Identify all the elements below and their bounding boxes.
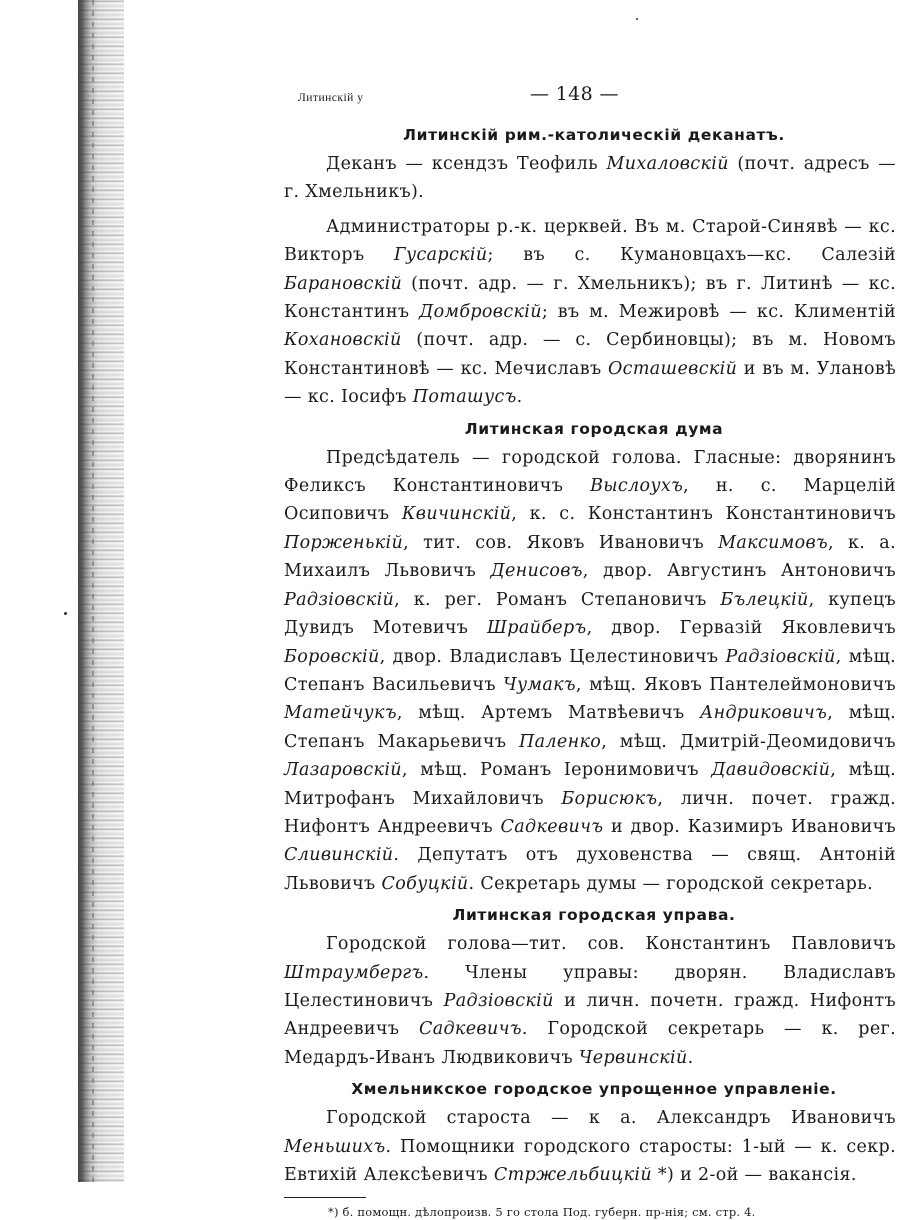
text-run: . Помощники городского старосты: 1-ый — к. секр. Евтихій Алексѣевичъ [284, 1136, 896, 1185]
text-run: , тит. сов. Яковъ Ивановичъ [403, 532, 719, 553]
text-run: Деканъ — ксендзъ Теофиль [326, 154, 607, 174]
text-run: (почт. адресъ — г. Хмельникъ). [284, 154, 896, 203]
text-run: , мѣщ. Романъ Іеронимовичъ [401, 760, 712, 781]
running-header [284, 80, 896, 108]
section-paragraph [284, 213, 896, 412]
scan-speck [64, 612, 67, 615]
text-run: и двор. Казимиръ Ивановичъ [603, 816, 896, 837]
footnote: *) б. помощн. дѣлопроизв. 5 го стола Под. губерн. пр-нія; см. стр. 4. [328, 1205, 756, 1220]
running-title: Литинскій у [298, 92, 364, 104]
surname-italic: Домбровскій [419, 302, 542, 323]
text-run: , мѣщ. Артемъ Матвѣевичъ [396, 703, 700, 724]
surname-italic: Михаловскій [606, 154, 729, 174]
section-paragraph [284, 1104, 896, 1189]
section-heading: Литинская городская дума [464, 419, 724, 438]
section-paragraph [284, 444, 896, 899]
text-run: , личн. почет. гражд. Нифонтъ Андреевичъ [284, 788, 896, 837]
surname-italic: Барановскій [284, 273, 403, 294]
surname-italic: Денисовъ [490, 561, 583, 582]
surname-italic: Порженькій [284, 532, 404, 553]
text-run: Городской староста — к а. Александръ Ивановичъ [326, 1108, 896, 1129]
text-run: , двор. Августинъ Антоновичъ [582, 561, 896, 582]
text-run: (почт. адр. — г. Хмельникъ); въ г. Литинѣ — кс. Константинъ [284, 273, 896, 323]
surname-italic: Садкевичъ [418, 1019, 522, 1040]
surname-italic: Андриковичъ [700, 703, 828, 724]
text-run: , н. с. Марцелій Осиповичъ [284, 476, 896, 525]
text-run: Предсѣдатель — городской голова. Гласные: дворянинъ Феликсъ Константиновичъ [284, 447, 896, 497]
surname-italic: Чумакъ [503, 674, 576, 695]
scan-speck [636, 18, 638, 20]
surname-italic: Борисюкъ [561, 788, 658, 809]
text-run: ; въ м. Межировѣ — кс. Климентій [541, 302, 896, 323]
section-heading: Хмельникское городское упрощенное управленіе. [351, 1080, 837, 1099]
text-run: , мѣщ. Яковъ Пантелеймоновичъ [575, 674, 896, 695]
surname-italic: Матейчукъ [284, 703, 397, 724]
surname-italic: Поташусъ [412, 387, 517, 408]
surname-italic: Выслоухъ [590, 476, 684, 497]
page-number: — 148 — [530, 83, 619, 105]
text-run: . Городской секретарь — к. рег. Медардъ-Иванъ Людвиковичъ [284, 1019, 896, 1068]
surname-italic: Радзіовскій [284, 589, 395, 610]
surname-italic: Радзіовскій [443, 990, 554, 1011]
surname-italic: Штраумбергъ [284, 962, 424, 983]
text-run: Администраторы р.-к. церквей. Въ м. Старой-Синявѣ — кс. Викторъ [284, 216, 896, 266]
surname-italic: Давидовскій [711, 760, 831, 781]
text-run: . [687, 1047, 694, 1068]
text-run: . [516, 387, 523, 408]
surname-italic: Боровскій [284, 646, 380, 667]
surname-italic: Максимовъ [718, 532, 829, 553]
text-run: , двор. Владиславъ Целестиновичъ [379, 646, 726, 667]
text-run: . Секретарь думы — городской секретарь. [468, 873, 873, 894]
surname-italic: Кохановскій [284, 330, 402, 351]
text-run: ; въ с. Кумановцахъ—кс. Салезій [487, 245, 896, 266]
book-spine-gutter [78, 0, 124, 1182]
surname-italic: Садкевичъ [500, 816, 604, 837]
text-run: , к. с. Константинъ Константиновичъ [511, 504, 897, 525]
surname-italic: Бълецкій [720, 589, 809, 610]
text-run: *) и 2-ой — вакансія. [651, 1165, 857, 1185]
surname-italic: Меньшихъ [284, 1136, 386, 1157]
surname-italic: Осташевскій [607, 358, 738, 379]
text-run: (почт. адр. — с. Сербиновцы); въ м. Новомъ Константиновѣ — кс. Мечиславъ [284, 330, 896, 379]
section-paragraph [284, 150, 896, 207]
section-paragraph [284, 930, 896, 1072]
text-run: и личн. почетн. гражд. Нифонтъ Андреевичъ [284, 990, 896, 1040]
text-run: и въ м. Улановѣ — кс. Іосифъ [284, 358, 897, 408]
scanned-page [284, 80, 896, 1220]
surname-italic: Квичинскій [401, 504, 512, 525]
surname-italic: Стржельбицкій [493, 1165, 652, 1185]
surname-italic: Радзіовскій [725, 646, 836, 667]
text-run: Городской голова—тит. сов. Константинъ Павловичъ [326, 934, 896, 955]
section-heading: Литинская городская управа. [452, 906, 736, 925]
footnote-rule [284, 1197, 366, 1198]
surname-italic: Шрайберъ [486, 618, 587, 639]
page-body [284, 120, 896, 1189]
text-run: . Депутатъ отъ духовенства — свящ. Антоній Львовичъ [284, 845, 896, 894]
text-run: , мѣщ. Степанъ Васильевичъ [284, 646, 896, 695]
text-run: , купецъ Дувидъ Мотевичъ [284, 589, 896, 639]
text-run: , мѣщ. Дмитрій-Деомидовичъ [601, 731, 896, 752]
text-run: , мѣщ. Степанъ Макарьевичъ [284, 703, 896, 752]
text-run: . Члены управы: дворян. Владиславъ Целестиновичъ [284, 962, 896, 1011]
surname-italic: Паленко [519, 731, 602, 752]
surname-italic: Собуцкій [381, 873, 469, 894]
surname-italic: Гусарскій [394, 245, 488, 266]
surname-italic: Лазаровскій [284, 760, 402, 781]
section-heading: Литинскій рим.-католическій деканатъ. [403, 126, 785, 144]
text-run: , к. а. Михаилъ Львовичъ [284, 532, 897, 582]
text-run: , мѣщ. Митрофанъ Михайловичъ [284, 760, 896, 809]
text-run: , к. рег. Романъ Степановичъ [394, 589, 721, 610]
surname-italic: Червинскій [578, 1047, 688, 1068]
text-run: , двор. Гервазій Яковлевичъ [586, 618, 896, 639]
surname-italic: Сливинскій [284, 845, 394, 866]
